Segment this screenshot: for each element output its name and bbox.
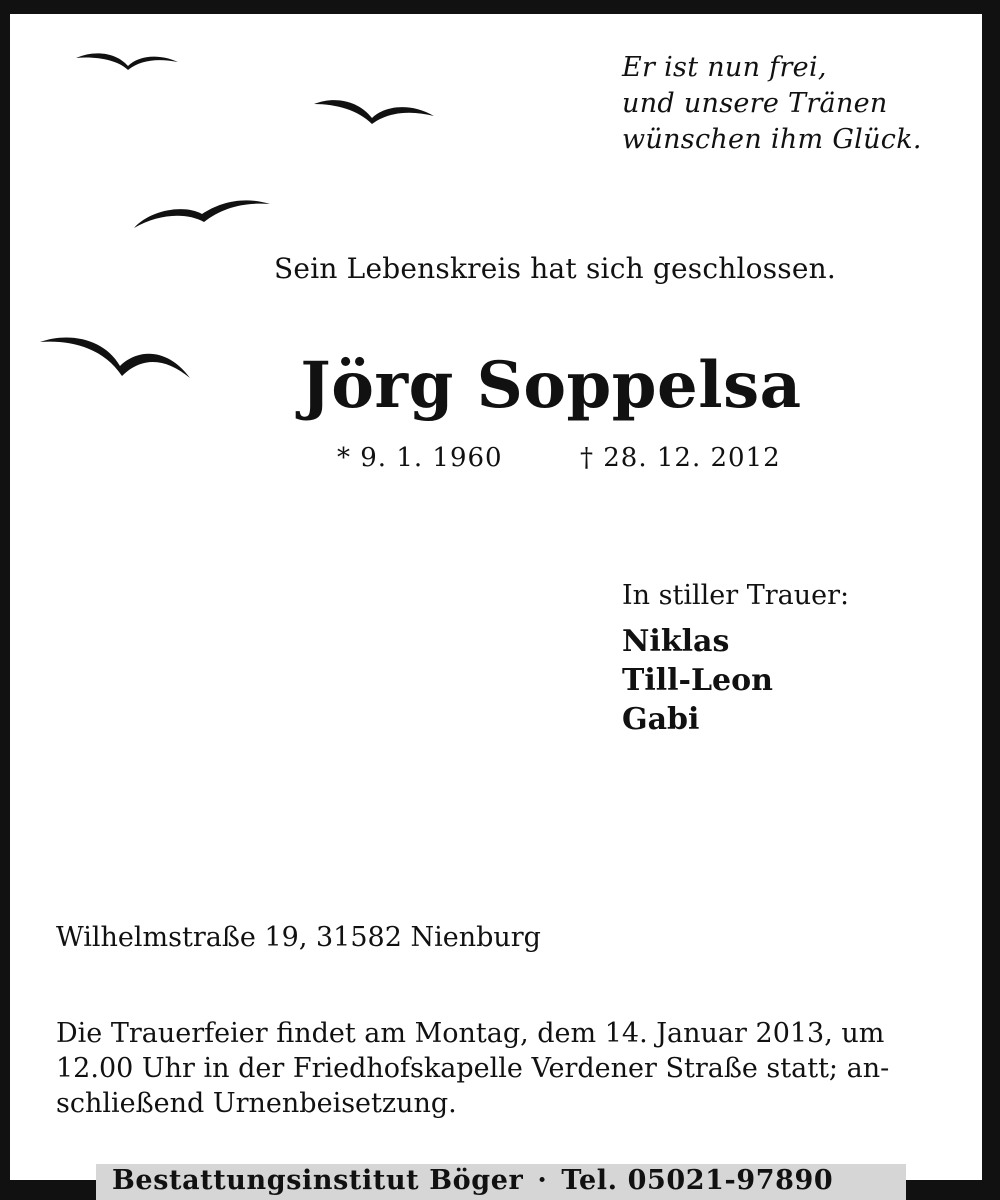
mourners-list <box>622 622 773 739</box>
mourners-heading: In stiller Trauer: <box>622 580 850 611</box>
ceremony-line: Die Trauerfeier findet am Montag, dem 14. Januar 2013, um <box>56 1018 885 1049</box>
ceremony-line: schließend Urnenbeisetzung. <box>56 1088 457 1119</box>
intro-line: Sein Lebenskreis hat sich geschlossen. <box>274 252 836 285</box>
ceremony-line: 12.00 Uhr in der Friedhofskapelle Verdener Straße statt; an- <box>56 1053 890 1084</box>
deceased-name: Jörg Soppelsa <box>300 348 802 423</box>
bird-icon <box>74 48 180 72</box>
bird-icon <box>312 96 436 126</box>
bird-icon <box>132 194 272 230</box>
ceremony-notice <box>56 1016 946 1121</box>
footer-separator: · <box>537 1165 548 1196</box>
mourner-name: Till-Leon <box>622 663 773 698</box>
undertaker-footer <box>112 1165 833 1196</box>
undertaker-phone: Tel. 05021-97890 <box>561 1165 834 1196</box>
poem-line: und unsere Tränen <box>622 88 888 119</box>
poem-line: wünschen ihm Glück. <box>622 124 922 155</box>
mourner-name: Gabi <box>622 702 700 737</box>
mourner-name: Niklas <box>622 624 730 659</box>
family-address: Wilhelmstraße 19, 31582 Nienburg <box>56 922 541 953</box>
poem-line: Er ist nun frei, <box>622 52 827 83</box>
death-date: † 28. 12. 2012 <box>580 443 781 473</box>
undertaker-name: Bestattungsinstitut Böger <box>112 1165 524 1196</box>
birth-date: * 9. 1. 1960 <box>337 443 503 473</box>
poem-quote <box>622 50 922 158</box>
